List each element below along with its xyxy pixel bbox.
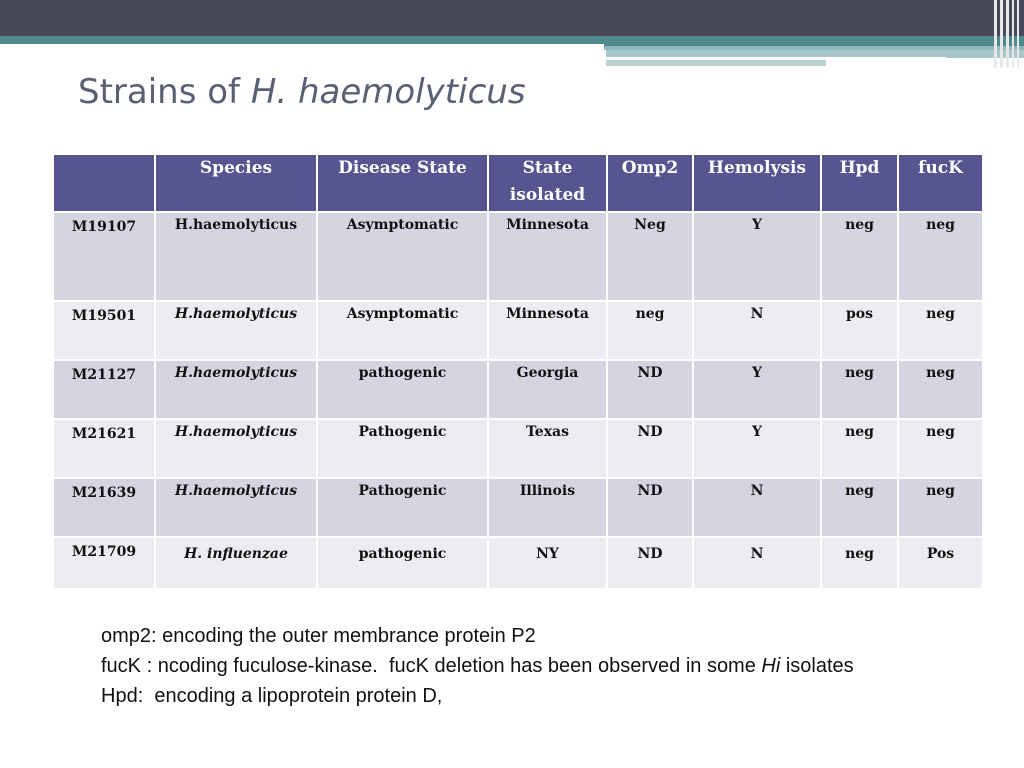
table-row xyxy=(53,419,983,478)
table-row xyxy=(53,212,983,301)
hpd-cell: neg xyxy=(821,419,898,478)
disease-state-cell: pathogenic xyxy=(317,360,488,419)
omp2-cell: ND xyxy=(607,478,693,537)
fuck-cell: neg xyxy=(898,478,983,537)
hemolysis-cell: Y xyxy=(693,212,821,301)
species-cell: H.haemolyticus xyxy=(155,212,317,301)
hemolysis-cell: N xyxy=(693,301,821,360)
disease-state-cell: pathogenic xyxy=(317,537,488,589)
header-hpd: Hpd xyxy=(821,154,898,212)
state-isolated-cell: Minnesota xyxy=(488,301,607,360)
strain-id: M21709 xyxy=(53,537,155,589)
state-isolated-cell: Georgia xyxy=(488,360,607,419)
strain-id: M21127 xyxy=(53,360,155,419)
state-isolated-cell: Illinois xyxy=(488,478,607,537)
table-row xyxy=(53,478,983,537)
species-cell: H.haemolyticus xyxy=(155,301,317,360)
table-row xyxy=(53,360,983,419)
corner-stripes xyxy=(992,0,1024,68)
disease-state-cell: Asymptomatic xyxy=(317,212,488,301)
state-isolated-cell: Minnesota xyxy=(488,212,607,301)
note-omp2: omp2: encoding the outer membrance protein P2 xyxy=(101,625,536,647)
hpd-cell: neg xyxy=(821,537,898,589)
header-bar-white xyxy=(0,44,604,50)
state-isolated-cell: NY xyxy=(488,537,607,589)
fuck-cell: neg xyxy=(898,212,983,301)
header-hemolysis: Hemolysis xyxy=(693,154,821,212)
header-omp2: Omp2 xyxy=(607,154,693,212)
strain-id: M19501 xyxy=(53,301,155,360)
note-fuck xyxy=(101,651,854,681)
header-bar-dark xyxy=(0,0,1024,36)
hemolysis-cell: N xyxy=(693,537,821,589)
omp2-cell: neg xyxy=(607,301,693,360)
hpd-cell: neg xyxy=(821,478,898,537)
note-fuck-text: fucK : ncoding fuculose-kinase. fucK deletion has been observed in some xyxy=(101,655,762,677)
hpd-cell: neg xyxy=(821,360,898,419)
disease-state-cell: Pathogenic xyxy=(317,419,488,478)
hemolysis-cell: Y xyxy=(693,360,821,419)
strain-id: M21621 xyxy=(53,419,155,478)
title-italic: H. haemolyticus xyxy=(250,72,526,112)
species-cell: H.haemolyticus xyxy=(155,360,317,419)
strain-id: M21639 xyxy=(53,478,155,537)
title-prefix: Strains of xyxy=(78,72,251,112)
strain-id: M19107 xyxy=(53,212,155,301)
omp2-cell: ND xyxy=(607,360,693,419)
footnotes xyxy=(101,621,854,711)
note-fuck-italic: Hi xyxy=(761,655,781,677)
fuck-cell: neg xyxy=(898,419,983,478)
table-header-row xyxy=(53,154,983,212)
fuck-cell: Pos xyxy=(898,537,983,589)
hpd-cell: neg xyxy=(821,212,898,301)
slide-title xyxy=(78,72,526,112)
species-cell: H. influenzae xyxy=(155,537,317,589)
header-disease-state: Disease State xyxy=(317,154,488,212)
hemolysis-cell: N xyxy=(693,478,821,537)
header-fuck: fucK xyxy=(898,154,983,212)
table-row xyxy=(53,301,983,360)
species-cell: H.haemolyticus xyxy=(155,478,317,537)
note-fuck-tail: isolates xyxy=(780,655,854,677)
strains-table xyxy=(52,153,984,590)
table-row xyxy=(53,537,983,589)
omp2-cell: ND xyxy=(607,419,693,478)
header-state-isolated: State isolated xyxy=(488,154,607,212)
omp2-cell: ND xyxy=(607,537,693,589)
fuck-cell: neg xyxy=(898,301,983,360)
disease-state-cell: Pathogenic xyxy=(317,478,488,537)
header-bar-accent-line xyxy=(606,57,946,59)
fuck-cell: neg xyxy=(898,360,983,419)
header-bar-accent-2 xyxy=(606,60,826,66)
header-cell-blank xyxy=(53,154,155,212)
hpd-cell: pos xyxy=(821,301,898,360)
omp2-cell: Neg xyxy=(607,212,693,301)
note-hpd: Hpd: encoding a lipoprotein protein D, xyxy=(101,685,443,707)
state-isolated-cell: Texas xyxy=(488,419,607,478)
disease-state-cell: Asymptomatic xyxy=(317,301,488,360)
header-species: Species xyxy=(155,154,317,212)
hemolysis-cell: Y xyxy=(693,419,821,478)
species-cell: H.haemolyticus xyxy=(155,419,317,478)
